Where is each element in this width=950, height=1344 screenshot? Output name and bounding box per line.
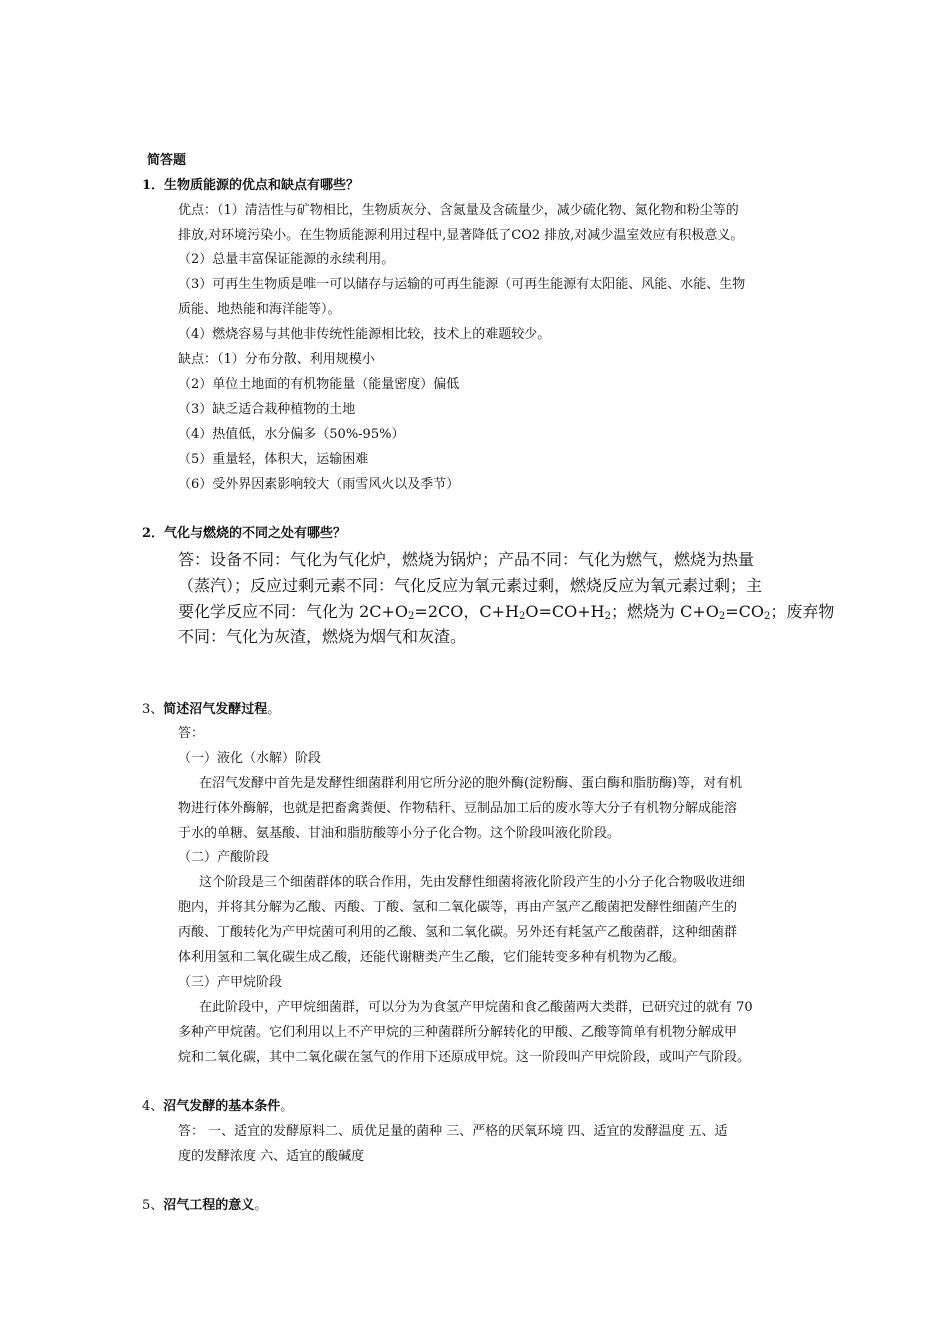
q3-paragraph-line: 在沼气发酵中首先是发酵性细菌群利用它所分泌的胞外酶(淀粉酶、蛋白酶和脂肪酶)等，对有机: [199, 776, 743, 791]
q3-answer-label: 答：: [178, 726, 205, 741]
q3-stage-heading: （二）产酸阶段: [178, 850, 270, 865]
q3-paragraph-line: 烷和二氧化碳，其中二氧化碳在氢气的作用下还原成甲烷。这一阶段叫产甲烷阶段，或叫产气阶段。: [178, 1050, 751, 1065]
q3-paragraph-line: 于水的单糖、氨基酸、甘油和脂肪酸等小分子化合物。这个阶段叫液化阶段。: [178, 826, 621, 841]
q1-line: 质能、地热能和海洋能等）。: [178, 302, 341, 317]
q3-stage-heading: （三）产甲烷阶段: [178, 975, 283, 990]
q1-line: （2）单位土地面的有机物能量（能量密度）偏低: [178, 377, 460, 392]
q2-answer-line: 要化学反应不同：气化为 $2C+O_2=2CO$，$C+H_2O=CO+H_2$；燃烧为 $C+O_2=CO_2$；废弃物: [178, 602, 835, 622]
q1-line: （3）缺乏适合栽种植物的土地: [178, 402, 356, 417]
q1-line: 缺点：（1）分布分散、利用规模小: [178, 352, 375, 367]
q3-paragraph-line: 丙酸、丁酸转化为产甲烷菌可利用的乙酸、氢和二氧化碳。另外还有耗氢产乙酸菌群，这种细菌群: [178, 925, 738, 940]
q3-paragraph-line: 体利用氢和二氧化碳生成乙酸，还能代谢糖类产生乙酸，它们能转变多种有机物为乙酸。: [178, 950, 686, 965]
q4-answer-line: 答： 一、适宜的发酵原料二、质优足量的菌种 三、严格的厌氧环境 四、适宜的发酵温度 五、适: [178, 1124, 728, 1139]
q1-line: （4）燃烧容易与其他非传统性能源相比较，技术上的难题较少。: [178, 327, 551, 342]
q3-paragraph-line: 多种产甲烷菌。它们利用以上不产甲烷的三种菌群所分解转化的甲酸、乙酸等简单有机物分解成甲: [178, 1025, 738, 1040]
question-5-heading: 5、沼气工程的意义。: [142, 1198, 268, 1213]
q2-answer-line: 不同：气化为灰渣，燃烧为烟气和灰渣。: [178, 627, 467, 646]
q1-line: （2）总量丰富保证能源的永续利用。: [178, 252, 395, 267]
q2-answer-line: 答：设备不同：气化为气化炉，燃烧为锅炉；产品不同：气化为燃气，燃烧为热量: [178, 550, 755, 569]
q1-line: （5）重量轻，体积大，运输困难: [178, 452, 369, 467]
q1-line: 优点：（1）清洁性与矿物相比，生物质灰分、含氮量及含硫量少，减少硫化物、氮化物和粉尘等的: [178, 203, 739, 218]
q3-stage-heading: （一）液化（水解）阶段: [178, 751, 322, 766]
q1-line: 排放,对环境污染小。在生物质能源利用过程中,显著降低了CO2 排放,对减少温室效应有积极意义。: [178, 228, 744, 243]
q3-paragraph-line: 在此阶段中，产甲烷细菌群，可以分为为食氢产甲烷菌和食乙酸菌两大类群，已研究过的就有 70: [199, 1000, 753, 1015]
q3-paragraph-line: 这个阶段是三个细菌群体的联合作用，先由发酵性细菌将液化阶段产生的小分子化合物吸收进细: [199, 875, 746, 890]
question-3-heading: 3、简述沼气发酵过程。: [142, 702, 281, 717]
question-1-heading: 1．生物质能源的优点和缺点有哪些？: [142, 178, 360, 193]
q1-line: （6）受外界因素影响较大（雨雪风火以及季节）: [178, 477, 460, 492]
q2-answer-line: （蒸汽）；反应过剩元素不同：气化反应为氧元素过剩，燃烧反应为氧元素过剩；主: [178, 576, 763, 595]
q1-line: （4）热值低，水分偏多（50%-95%）: [178, 427, 405, 442]
question-4-heading: 4、沼气发酵的基本条件。: [142, 1099, 294, 1114]
q1-line: （3）可再生生物质是唯一可以储存与运输的可再生能源（可再生能源有太阳能、风能、水能、生物: [178, 277, 746, 292]
question-2-heading: 2．气化与燃烧的不同之处有哪些？: [142, 526, 347, 541]
q3-paragraph-line: 胞内，并将其分解为乙酸、丙酸、丁酸、氢和二氧化碳等，再由产氢产乙酸菌把发酵性细菌产生的: [178, 900, 738, 915]
q4-answer-line: 度的发酵浓度 六、适宜的酸碱度: [178, 1149, 365, 1164]
section-title: 简答题: [147, 153, 187, 168]
q3-paragraph-line: 物进行体外酶解，也就是把畜禽粪便、作物秸秆、豆制品加工后的废水等大分子有机物分解成能溶: [178, 801, 738, 816]
